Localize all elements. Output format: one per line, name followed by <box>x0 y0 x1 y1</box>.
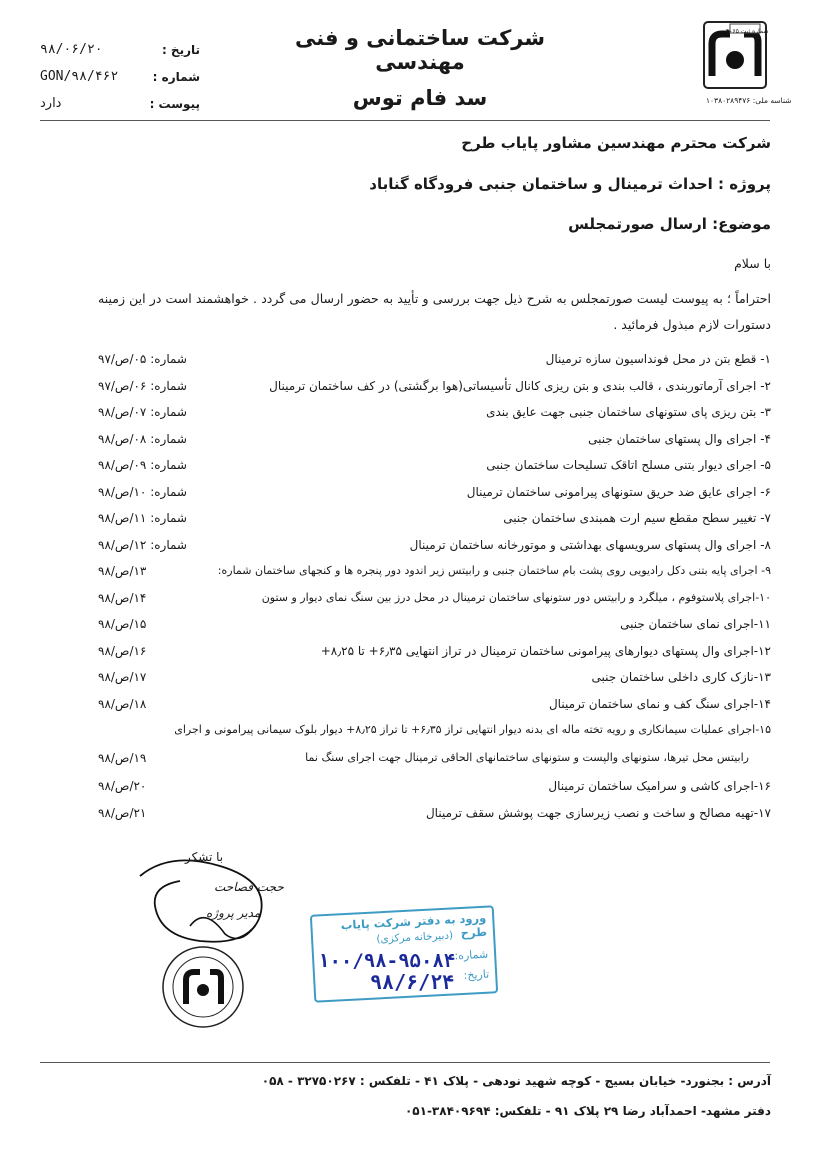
item-text: ۱- قطع بتن در محل فونداسیون سازه ترمینال <box>545 352 771 366</box>
item-number: شماره: ۱۰/ص/۹۸ <box>98 484 187 499</box>
item-text: ۹- اجرای پایه بتنی دکل رادیویی روی پشت بام ساختمان جنبی و رابیتس زیر اندود دور پنجره ها و کنجهای ساختمان شماره: <box>217 564 771 577</box>
item-number: ۱۴/ص/۹۸ <box>98 590 147 605</box>
item-number: ۱۹/ص/۹۸ <box>98 751 147 765</box>
list-item <box>98 585 771 612</box>
list-item <box>98 399 771 426</box>
stamp-title: ورود به دفتر شرکت پایاب طرح <box>340 910 488 940</box>
item-text: ۵- اجرای دیوار بتنی مسلح اتاقک تسلیحات ساختمان جنبی <box>486 458 771 472</box>
meta-number-label: شماره : <box>152 69 200 84</box>
footer-office: دفتر مشهد- احمدآباد رضا ۲۹ پلاک ۹۱ - تلفکس: ۳۸۴۰۹۶۹۴-۰۵۱ <box>404 1104 771 1118</box>
meta-date-label: تاریخ : <box>161 42 200 57</box>
header-divider <box>40 120 770 121</box>
item-number: ۲۰/ص/۹۸ <box>98 779 147 793</box>
meta-number-value: GON/۹۸/۴۶۲ <box>40 69 119 84</box>
meta-attachment-value: دارد <box>40 96 62 111</box>
item-number: شماره: ۰۹/ص/۹۸ <box>98 458 187 472</box>
list-item <box>98 691 771 718</box>
list-item <box>98 717 771 773</box>
item-text: ۱۳-نازک کاری داخلی ساختمان جنبی <box>591 670 771 684</box>
item-number: ۲۱/ص/۹۸ <box>98 805 147 820</box>
greeting: با سلام <box>734 256 771 271</box>
stamp-number-label: شماره: <box>454 947 489 963</box>
list-item <box>98 452 771 479</box>
signature-thanks: با تشکر <box>185 850 224 864</box>
item-text: ۲- اجرای آرماتوربندی ، قالب بندی و بتن ریزی کانال تأسیساتی(هوا برگشتی) در کف ساختمان ترمینال <box>269 378 771 393</box>
item-text: ۷- تغییر سطح مقطع سیم ارت همبندی ساختمان جنبی <box>503 511 771 525</box>
list-item <box>98 532 771 559</box>
list-item <box>98 479 771 506</box>
meta-number <box>40 63 200 90</box>
company-logo <box>700 10 770 110</box>
stamp-subtitle: (دبیرخانه مرکزی) <box>376 929 454 946</box>
footer-divider <box>40 1062 770 1063</box>
list-item <box>98 773 771 800</box>
logo-box-label: شماره ثبت ۴۰۶۵ <box>726 28 769 35</box>
letter-meta <box>40 36 200 117</box>
list-item <box>98 505 771 532</box>
item-number: شماره: ۱۲/ص/۹۸ <box>98 537 187 552</box>
item-text: ۱۰-اجرای پلاستوفوم ، میلگرد و رابیتس دور ستونهای ساختمان ترمینال در محل درز بین سنگ نمای دیوار و ستون <box>261 590 771 604</box>
item-text: ۶- اجرای عایق ضد حریق ستونهای پیرامونی ساختمان ترمینال <box>466 484 771 499</box>
item-text: ۱۵-اجرای عملیات سیمانکاری و رویه تخته ماله ای بدنه دیوار انتهایی تراز ۶٫۳۵+ تا تراز ۸٫۲۵+ دیوار بلوک سیمانی پیرامونی و اجرای <box>174 723 771 736</box>
meta-date <box>40 36 200 63</box>
item-number: ۱۳/ص/۹۸ <box>98 564 147 578</box>
item-text: ۳- بتن ریزی پای ستونهای ساختمان جنبی جهت عایق بندی <box>486 405 771 419</box>
stamp-number-handwritten: ۱۰۰/۹۸-۹۵۰۸۴ <box>318 950 456 972</box>
item-number: ۱۵/ص/۹۸ <box>98 617 147 631</box>
company-subname: سد فام توس <box>352 86 488 110</box>
signature-name: حجت فصاحت <box>214 880 284 894</box>
list-item <box>98 611 771 638</box>
item-text: ۱۱-اجرای نمای ساختمان جنبی <box>620 617 771 631</box>
item-text: ۱۴-اجرای سنگ کف و نمای ساختمان ترمینال <box>548 696 771 711</box>
stamp-date-label: تاریخ: <box>463 967 490 982</box>
signature-block <box>130 846 290 956</box>
stamp-date-handwritten: ۹۸/۶/۲۴ <box>370 970 455 994</box>
company-seal-icon <box>148 942 258 1037</box>
item-number: شماره: ۰۵/ص/۹۷ <box>98 352 187 366</box>
item-number: ۱۶/ص/۹۸ <box>98 643 147 658</box>
project-title: پروژه : احداث ترمینال و ساختمان جنبی فرودگاه گناباد <box>369 175 771 193</box>
item-text: ۸- اجرای وال پستهای سرویسهای بهداشتی و موتورخانه ساختمان ترمینال <box>409 537 771 552</box>
company-logo-icon <box>700 10 770 110</box>
meta-attachment-label: پیوست : <box>149 96 200 111</box>
intro-paragraph: احتراماً ؛ به پیوست لیست صورتمجلس به شرح ذیل جهت بررسی و تأیید به حضور ارسال می گردد . خواهشمند است در این زمینه دستورات لازم مبذول فرمائید . <box>98 291 771 332</box>
item-text: ۱۶-اجرای کاشی و سرامیک ساختمان ترمینال <box>548 779 771 793</box>
recipient: شرکت محترم مهندسین مشاور پایاب طرح <box>461 134 771 152</box>
list-item <box>98 373 771 400</box>
meta-attachment <box>40 90 200 117</box>
item-number: ۱۸/ص/۹۸ <box>98 696 147 711</box>
subject: موضوع: ارسال صورتمجلس <box>568 215 771 233</box>
item-text: ۱۷-تهیه مصالح و ساخت و نصب زیرسازی جهت پوشش سقف ترمینال <box>425 805 771 820</box>
company-name: شرکت ساختمانی و فنی مهندسی <box>294 26 546 74</box>
footer-address: آدرس : بجنورد- خیابان بسیج - کوچه شهید نودهی - پلاک ۴۱ - تلفکس : ۳۲۷۵۰۲۶۷ - ۰۵۸ <box>261 1074 771 1088</box>
meta-date-value: ۹۸/۰۶/۲۰ <box>40 42 103 57</box>
list-item <box>98 638 771 665</box>
item-text: ۴- اجرای وال پستهای ساختمان جنبی <box>588 431 771 446</box>
list-item <box>98 426 771 453</box>
item-number: شماره: ۰۷/ص/۹۸ <box>98 405 187 419</box>
signature-title: مدیر پروژه <box>206 906 261 920</box>
company-seal <box>148 942 258 1037</box>
company-name-block <box>250 26 590 110</box>
item-number: شماره: ۱۱/ص/۹۸ <box>98 511 187 525</box>
item-number: شماره: ۰۸/ص/۹۸ <box>98 431 187 446</box>
logo-caption: شناسه ملی: ۱۰۳۸۰۲۸۹۴۷۶ <box>706 96 792 105</box>
list-item <box>98 664 771 691</box>
item-number: ۱۷/ص/۹۸ <box>98 670 147 684</box>
minutes-list <box>98 346 771 826</box>
item-text: ۱۲-اجرای وال پستهای دیوارهای پیرامونی ساختمان ترمینال در تراز انتهایی ۶٫۳۵+ تا ۸٫۲۵+ <box>320 643 771 658</box>
list-item <box>98 800 771 827</box>
list-item <box>98 346 771 373</box>
list-item <box>98 558 771 585</box>
item-number: شماره: ۰۶/ص/۹۷ <box>98 378 187 393</box>
item-text-continued: رابیتس محل تیرها، ستونهای والپست و ستونهای ساختمانهای الحاقی ترمینال جهت اجرای سنگ نما <box>305 751 749 764</box>
